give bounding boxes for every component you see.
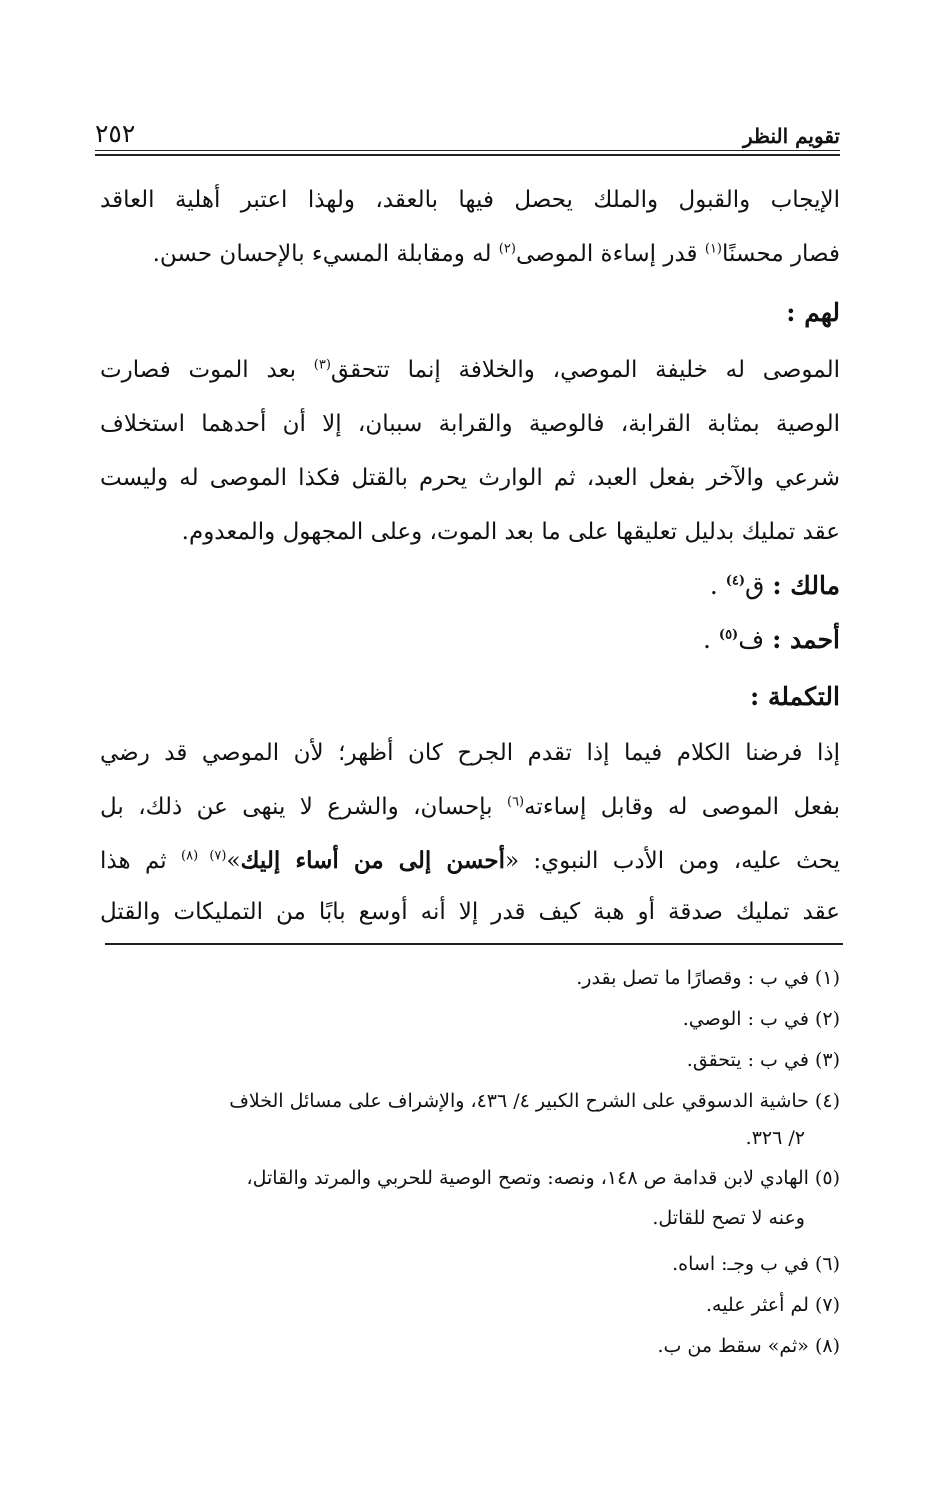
body-text: الإيجاب والقبول والملك يحصل فيها بالعقد، ولهذا اعتبر أهلية العاقد (100, 187, 840, 213)
section-heading-lahum: لهم : (786, 298, 840, 327)
footnote-ref[interactable]: (٤) (725, 573, 746, 589)
body-text: » (226, 848, 241, 874)
footnote-4-continued: ٢/ ٣٢٦. (745, 1127, 805, 1149)
body-line (100, 841, 840, 881)
footnote-8: (٨) «ثم» سقط من ب. (657, 1335, 840, 1357)
section-heading-takmila: التكملة : (750, 682, 840, 711)
opinion-ahmad (703, 620, 840, 660)
body-text: عقد تمليك بدليل تعليقها على ما بعد الموت، وعلى المجهول والمعدوم. (181, 519, 840, 545)
body-text: الوصية بمثابة القرابة، فالوصية والقرابة سببان، إلا أن أحدهما استخلاف (100, 411, 840, 437)
opinion-end: . (709, 571, 726, 600)
body-line (100, 234, 840, 274)
body-text: قدر إساءة الموصى (515, 241, 705, 267)
body-text: يحث عليه، ومن الأدب النبوي: « (505, 848, 840, 874)
running-title: تقويم النظر (743, 124, 840, 148)
footnote-ref[interactable]: (٥) (718, 627, 739, 643)
header-rule-thin (95, 150, 840, 151)
body-text: شرعي والآخر بفعل العبد، ثم الوارث يحرم بالقتل فكذا الموصى له وليست (100, 465, 840, 491)
body-text: له ومقابلة المسيء بالإحسان حسن. (152, 241, 499, 267)
footnote-1: (١) في ب : وقصارًا ما تصل بقدر. (576, 967, 840, 989)
footnote-3: (٣) في ب : يتحقق. (686, 1049, 840, 1071)
body-line (100, 512, 840, 552)
footnote-ref[interactable]: (٧) (٨) (181, 848, 227, 864)
body-line (100, 350, 840, 390)
footnote-ref[interactable]: (٢) (498, 241, 516, 257)
opinion-label: أحمد : (772, 625, 840, 654)
header-rule-thick (95, 154, 840, 156)
body-line (100, 458, 840, 498)
opinion-label: مالك : (772, 571, 840, 600)
body-text: بعد الموت فصارت (100, 357, 314, 383)
footnote-separator (105, 943, 843, 945)
body-line (100, 404, 840, 444)
footnote-ref[interactable]: (٣) (313, 357, 331, 373)
body-text: بإحسان، والشرع لا ينهى عن ذلك، بل (100, 794, 507, 820)
footnote-6: (٦) في ب وجـ: اساه. (672, 1253, 840, 1275)
opinion-value: ف (738, 625, 773, 654)
footnote-2: (٢) في ب : الوصي. (682, 1008, 840, 1030)
body-line (100, 733, 840, 773)
body-text: فصار محسنًا (722, 241, 840, 267)
page-header (95, 108, 840, 148)
hadith-quote: أحسن إلى من أساء إليك (240, 847, 505, 874)
footnote-7: (٧) لم أعثر عليه. (705, 1294, 840, 1316)
body-line (100, 180, 840, 220)
body-text: ثم هذا (100, 848, 182, 874)
footnote-ref[interactable]: (١) (704, 241, 722, 257)
body-line (100, 787, 840, 827)
page-number: ٢٥٢ (95, 119, 136, 148)
footnote-ref[interactable]: (٦) (506, 794, 525, 810)
body-line (100, 892, 840, 932)
footnote-5-continued: وعنه لا تصح للقاتل. (652, 1207, 805, 1229)
footnote-4: (٤) حاشية الدسوقي على الشرح الكبير ٤/ ٤٣٦، والإشراف على مسائل الخلاف (229, 1090, 840, 1112)
body-text: إذا فرضنا الكلام فيما إذا تقدم الجرح كان أظهر؛ لأن الموصي قد رضي (100, 740, 840, 766)
body-text: عقد تمليك صدقة أو هبة كيف قدر إلا أنه أوسع بابًا من التمليكات والقتل (100, 899, 840, 925)
opinion-malik (710, 566, 840, 606)
body-text: الموصى له خليفة الموصي، والخلافة إنما تتحقق (330, 357, 840, 383)
opinion-value: ق (745, 571, 773, 600)
opinion-end: . (703, 625, 719, 654)
footnote-5: (٥) الهادي لابن قدامة ص ١٤٨، ونصه: وتصح الوصية للحربي والمرتد والقاتل، (246, 1167, 840, 1189)
body-text: بفعل الموصى له وقابل إساءته (524, 794, 840, 820)
